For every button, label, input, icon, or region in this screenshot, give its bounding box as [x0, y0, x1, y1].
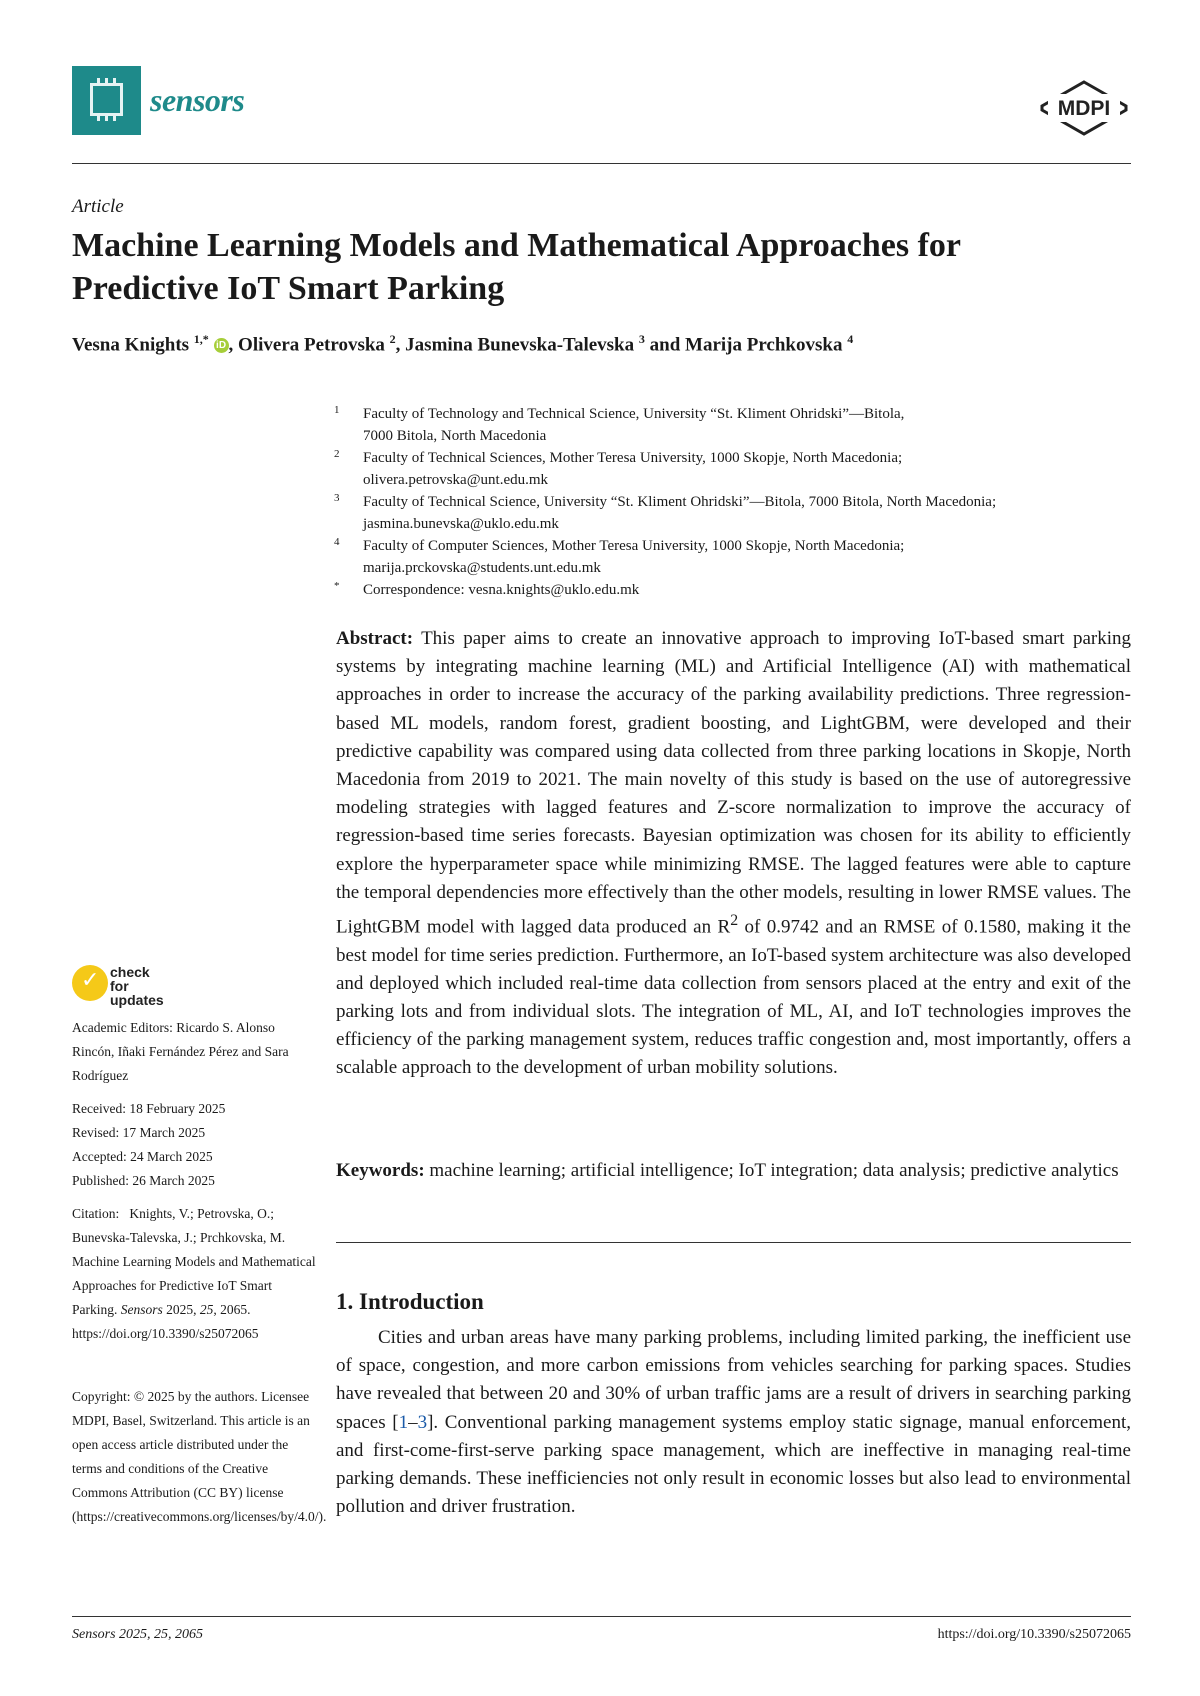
- affiliation-line: 7000 Bitola, North Macedonia: [363, 428, 547, 444]
- publisher-logo[interactable]: [1038, 80, 1130, 136]
- reference-link[interactable]: 1: [398, 1411, 409, 1433]
- article-type: Article: [72, 196, 124, 217]
- affiliation-line: Faculty of Computer Sciences, Mother Teresa University, 1000 Skopje, North Macedonia;: [363, 538, 905, 554]
- correspondence-line[interactable]: Correspondence: vesna.knights@uklo.edu.mk: [363, 582, 640, 598]
- author-affiliation-sup: 3: [638, 332, 645, 346]
- journal-name[interactable]: sensors: [150, 82, 245, 118]
- footer-rule: [72, 1616, 1131, 1617]
- keywords: [336, 1157, 1131, 1185]
- copyright-notice: Copyright: © 2025 by the authors. Licensee MDPI, Basel, Switzerland. This article is an open access article distributed under the terms and conditions of the Creative Commons Attribution (CC BY) license (https://creativecommons.org/licenses/by/4.0/).: [72, 1389, 327, 1524]
- introduction-paragraph: [336, 1324, 1131, 1521]
- citation: [72, 1202, 317, 1346]
- affiliation-number: 1: [334, 404, 340, 416]
- intro-text: ]. Conventional parking management systems employ static signage, manual enforcement, and first-come-first-serve parking space management, which are ineffective in managing real-time parking demands. These inefficiencies not only result in economic losses but also lead to environmental pollution and driver frustration.: [336, 1411, 1131, 1518]
- author-separator: ,: [395, 334, 406, 356]
- reference-link[interactable]: 3: [417, 1411, 428, 1433]
- abstract: [336, 625, 1131, 1083]
- article-title: [72, 224, 1132, 310]
- check-updates-line: check for: [110, 964, 150, 994]
- journal-logo-icon: [72, 66, 141, 135]
- section-heading: 1. Introduction: [336, 1289, 484, 1314]
- author-name[interactable]: Marija Prchkovska: [685, 334, 843, 356]
- abstract-label: Abstract:: [336, 628, 414, 649]
- keywords-text: machine learning; artificial intelligence; IoT integration; data analysis; predictive analytics: [424, 1160, 1119, 1181]
- affiliation-number: *: [334, 580, 340, 592]
- orcid-icon[interactable]: iD: [214, 338, 229, 353]
- section-rule: [336, 1242, 1131, 1243]
- affiliation-email[interactable]: olivera.petrovska@unt.edu.mk: [363, 472, 549, 488]
- affiliation-line: Faculty of Technical Science, University “St. Kliment Ohridski”—Bitola, 7000 Bitola, North Macedonia;: [363, 494, 997, 510]
- title-line-1: Machine Learning Models and Mathematical Approaches for: [72, 227, 961, 264]
- affiliation-line: Faculty of Technology and Technical Science, University “St. Kliment Ohridski”—Bitola,: [363, 406, 905, 422]
- received-date: Received: 18 February 2025: [72, 1101, 226, 1116]
- author-name[interactable]: Olivera Petrovska: [238, 334, 385, 356]
- author-and: and: [644, 334, 686, 356]
- citation-volume: 25: [199, 1302, 214, 1317]
- author-name[interactable]: Vesna Knights: [72, 334, 190, 356]
- check-updates-line: updates: [110, 992, 164, 1008]
- affiliation-number: 2: [334, 448, 340, 460]
- citation-year: 2025,: [162, 1302, 200, 1317]
- abstract-text: of 0.9742 and an RMSE of 0.1580, making it the best model for time series prediction. Furthermore, an IoT-based system architecture was also developed and deployed which included real-time data collection from sensors placed at the entry and exit of the parking lots and from individual slots. The integration of ML, AI, and IoT technologies improves the efficiency of the parking management system, reduces traffic congestion and, most importantly, offers a scalable approach to the development of urban mobility solutions.: [336, 916, 1131, 1079]
- checkmark-icon: ✓: [72, 965, 108, 1001]
- footer-doi-link[interactable]: https://doi.org/10.3390/s25072065: [937, 1627, 1131, 1642]
- citation-journal: Sensors: [120, 1302, 163, 1317]
- accepted-date: Accepted: 24 March 2025: [72, 1149, 213, 1164]
- academic-editors: Academic Editors: Ricardo S. Alonso Rincón, Iñaki Fernández Pérez and Sara Rodríguez: [72, 1020, 289, 1083]
- keywords-label: Keywords:: [336, 1160, 425, 1181]
- author-list: [72, 332, 853, 356]
- citation-doi[interactable]: , 2065. https://doi.org/10.3390/s25072065: [72, 1302, 259, 1341]
- publisher-logo-text: MDPI: [1057, 97, 1111, 120]
- affiliation-email[interactable]: jasmina.bunevska@uklo.edu.mk: [363, 516, 559, 532]
- affiliation-line: Faculty of Technical Sciences, Mother Teresa University, 1000 Skopje, North Macedonia;: [363, 450, 903, 466]
- author-affiliation-sup: 2: [389, 332, 396, 346]
- author-name[interactable]: Jasmina Bunevska-Talevska: [405, 334, 635, 356]
- affiliation-number: 3: [334, 492, 340, 504]
- abstract-text: This paper aims to create an innovative approach to improving IoT-based smart parking systems by integrating machine learning (ML) and Artificial Intelligence (AI) with mathematical approaches in order to increase the accuracy of the parking availability predictions. Three regression-based ML models, random forest, gradient boosting, and LightGBM, were developed and their predictive capability was compared using data collected from three parking locations in Skopje, North Macedonia from 2019 to 2021. The main novelty of this study is based on the use of autoregressive modeling strategies with lagged features and Z-score normalization to improve the accuracy of regression-based time series forecasts. Bayesian optimization was chosen for its ability to efficiently explore the hyperparameter space while minimizing RMSE. The lagged features were able to capture the temporal dependencies more effectively than the other models, resulting in lower RMSE values. The LightGBM model with lagged data produced an R: [336, 628, 1131, 938]
- reference-dash: –: [408, 1411, 418, 1433]
- revised-date: Revised: 17 March 2025: [72, 1125, 206, 1140]
- affiliation-number: 4: [334, 536, 340, 548]
- header-rule: [72, 163, 1131, 164]
- affiliation-email[interactable]: marija.prckovska@students.unt.edu.mk: [363, 560, 601, 576]
- abstract-sup: 2: [730, 912, 739, 930]
- author-separator: ,: [228, 334, 239, 356]
- footer-citation: Sensors 2025, 25, 2065: [72, 1627, 204, 1642]
- citation-text: Citation: Knights, V.; Petrovska, O.; Bunevska-Talevska, J.; Prchkovska, M. Machine Learning Models and Mathematical Approaches for Predictive IoT Smart Parking.: [72, 1206, 316, 1317]
- author-affiliation-sup: 4: [847, 332, 854, 346]
- title-line-2: Predictive IoT Smart Parking: [72, 270, 505, 307]
- intro-text: Cities and urban areas have many parking problems, including limited parking, the inefficient use of space, congestion, and more carbon emissions from vehicles searching for parking spaces. Studies have revealed that between 20 and 30% of urban traffic jams are a result of drivers in searching parking spaces [: [336, 1327, 1131, 1433]
- published-date: Published: 26 March 2025: [72, 1173, 215, 1188]
- author-affiliation-sup: 1,*: [193, 332, 209, 346]
